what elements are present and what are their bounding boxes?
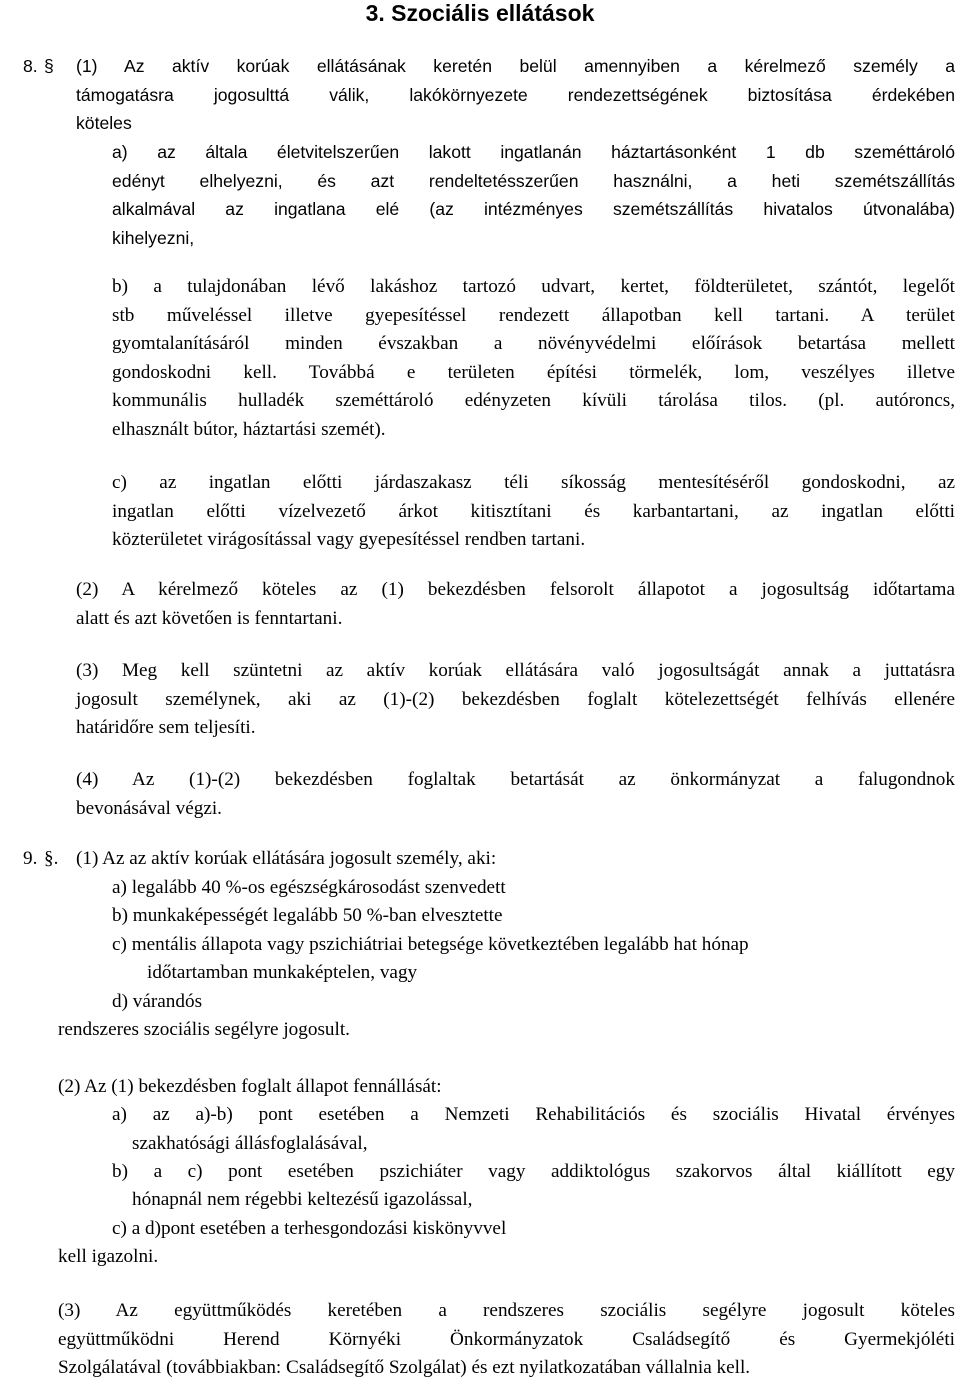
text-line: (3) Az együttműködés keretében a rendszeres szociális segélyre jogosult köteles — [58, 1300, 955, 1321]
section-9-number: 9. — [23, 848, 38, 869]
text-line: gondoskodni kell. Továbbá e területen építési törmelék, lom, veszélyes illetve — [112, 361, 955, 383]
section-9-item-c: c) mentális állapota vagy pszichiátriai betegsége következtében legalább hat hónap — [112, 934, 749, 955]
section-9-paragraph-2-intro: (2) Az (1) bekezdésben foglalt állapot fennállását: — [58, 1076, 442, 1097]
text-line: stb műveléssel illetve gyepesítéssel rendezett állapotban kell tartani. A terület — [112, 304, 955, 326]
text-line: b) a c) pont esetében pszichiáter vagy addiktológus szakorvos által kiállított egy — [112, 1161, 955, 1182]
text-line: közterületet virágosítással vagy gyepesítéssel rendben tartani. — [112, 529, 586, 550]
section-9-item-b: b) munkaképességét legalább 50 %-ban elvesztette — [112, 905, 503, 926]
page-title: 3. Szociális ellátások — [365, 0, 595, 26]
section-9-p2-item-a — [112, 1101, 955, 1130]
text-line: c) az ingatlan előtti járdaszakasz téli síkosság mentesítéséről gondoskodni, az — [112, 472, 955, 493]
section-9-paragraph-2-close: kell igazolni. — [58, 1246, 159, 1267]
text-line: (1) Az aktív korúak ellátásának keretén belül amennyiben a kérelmező személy a — [76, 56, 955, 76]
text-line: támogatásra jogosulttá válik, lakókörnyezete rendezettségének biztosítása érdekében — [76, 84, 955, 105]
section-8-point-a — [112, 138, 955, 252]
section-8-sign: § — [44, 56, 54, 76]
text-line: elhasznált bútor, háztartási szemét). — [112, 418, 386, 440]
text-line: edényt elhelyezni, és azt rendeltetésszerűen használni, a heti szemétszállítás — [112, 170, 955, 191]
section-9-p2-item-b-cont: hónapnál nem régebbi keltezésű igazolással, — [132, 1189, 473, 1210]
section-9-item-d: d) várandós — [112, 991, 203, 1012]
section-9-paragraph-1-close: rendszeres szociális segélyre jogosult. — [58, 1019, 350, 1040]
section-8-point-c — [112, 469, 955, 555]
section-8-paragraph-3 — [76, 657, 955, 743]
text-line: kihelyezni, — [112, 227, 195, 248]
section-8-paragraph-2 — [76, 576, 955, 633]
section-9-p2-item-b — [112, 1158, 955, 1187]
text-line: alkalmával az ingatlana elé (az intézményes szemétszállítás hivatalos útvonalába) — [112, 199, 955, 219]
text-line: (4) Az (1)-(2) bekezdésben foglaltak betartását az önkormányzat a falugondnok — [76, 769, 955, 790]
section-8-number: 8. — [23, 56, 38, 76]
text-line: a) az általa életvitelszerűen lakott ingatlanán háztartásonként 1 db szeméttároló — [112, 142, 955, 162]
text-line: együttműködni Herend Környéki Önkormányzatok Családsegítő és Gyermekjóléti — [58, 1328, 955, 1350]
section-9-p2-item-a-cont: szakhatósági állásfoglalásával, — [132, 1133, 368, 1154]
section-9-item-c-cont: időtartamban munkaképtelen, vagy — [147, 962, 418, 983]
text-line: alatt és azt követően is fenntartani. — [76, 607, 343, 629]
text-line: gyomtalanításáról minden évszakban a növényvédelmi előírások betartása mellett — [112, 333, 955, 354]
section-8-paragraph-1 — [76, 52, 955, 138]
text-line: bevonásával végzi. — [76, 797, 222, 819]
text-line: kommunális hulladék szeméttároló edényzeten kívüli tárolása tilos. (pl. autóroncs, — [112, 390, 955, 411]
text-line: b) a tulajdonában lévő lakáshoz tartozó udvart, kertet, földterületet, szántót, legelőt — [112, 276, 955, 297]
text-line: (3) Meg kell szüntetni az aktív korúak ellátására való jogosultságát annak a juttatásra — [76, 660, 955, 681]
section-9-item-a: a) legalább 40 %-os egészségkárosodást szenvedett — [112, 877, 506, 898]
text-line: köteles — [76, 113, 132, 133]
section-8-paragraph-4 — [76, 766, 955, 823]
section-9-paragraph-3 — [58, 1297, 955, 1383]
text-line: jogosult személynek, aki az (1)-(2) bekezdésben foglalt kötelezettségét felhívás ellenére — [76, 688, 955, 710]
section-9-p2-item-c: c) a d)pont esetében a terhesgondozási kiskönyvvel — [112, 1218, 507, 1239]
section-9-sign: §. — [44, 848, 59, 869]
text-line: határidőre sem teljesíti. — [76, 717, 256, 738]
text-line: a) az a)-b) pont esetében a Nemzeti Rehabilitációs és szociális Hivatal érvényes — [112, 1104, 955, 1125]
text-line: Szolgálatával (továbbiakban: Családsegítő Szolgálat) és ezt nyilatkozatában vállalnia kell. — [58, 1357, 751, 1378]
section-8-point-b — [112, 273, 955, 444]
section-9-paragraph-1-intro: (1) Az az aktív korúak ellátására jogosult személy, aki: — [76, 848, 497, 869]
text-line: (2) A kérelmező köteles az (1) bekezdésben felsorolt állapotot a jogosultság időtartama — [76, 579, 955, 600]
text-line: ingatlan előtti vízelvezető árkot kitisztítani és karbantartani, az ingatlan előtti — [112, 500, 955, 522]
